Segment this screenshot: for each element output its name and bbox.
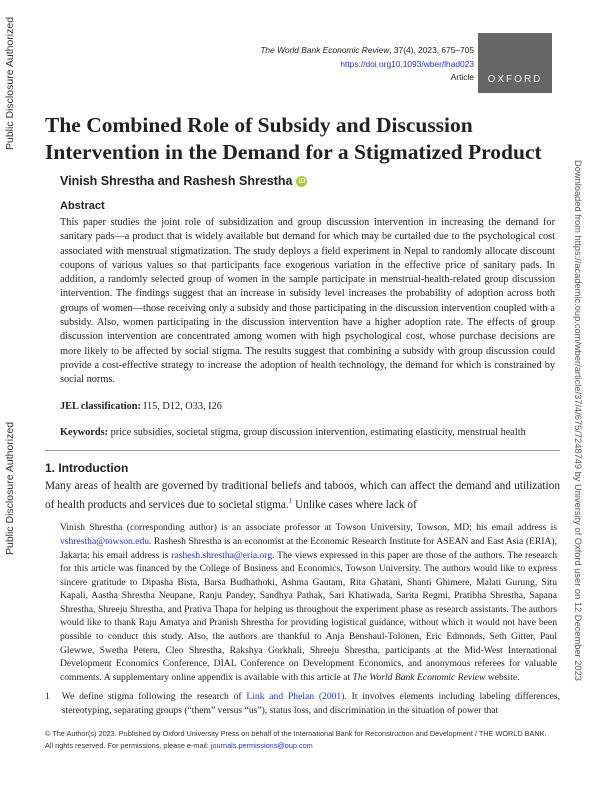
keywords-label: Keywords: [60,426,109,438]
copyright-line: © The Author(s) 2023. Published by Oxford University Press on behalf of the International Bank for Reconstruction and Development / THE WORLD BANK. [45,728,547,738]
journal-name-italic: The World Bank Economic Review [352,671,486,683]
introduction-heading: 1. Introduction [45,460,129,475]
orcid-icon[interactable]: iD [298,177,306,185]
intro-body-cont: Unlike cases where lack of [292,498,417,511]
journal-name: The World Bank Economic Review [260,45,390,55]
abstract-text: This paper studies the joint role of subsidization and group discussion intervention in increasing the demand for sanitary pads—a product that is widely available but demand for which may be curtailed due to the psychological cost associated with menstrual stigmatization. The study deploys a field experiment in Nepal to randomly allocate discount coupons of various values so that participants face exogenous variation in the effective price of sanitary pads. In addition, a randomly selected group of women in the sample participate in menstrual-health-related group discussion intervention. The findings suggest that an increase in subsidy level increases the probability of adoption across both groups of women—those receiving only a subsidy and those participating in the discussion intervention coupled with a subsidy. Also, women participating in the discussion intervention have a higher adoption rate. The effects of group discussion intervention are concentrated among women with high psychological cost, whose purchase decisions are more likely to be affected by social stigma. The results suggest that combining a subsidy with group discussion could provide a cost-effective strategy to increase the adoption of health technology, the demand for which is constrained by social norms. [60,217,555,386]
permissions-email[interactable]: journals.permissions@oup.com [210,740,313,750]
keywords-value: price subsidies, societal stigma, group discussion intervention, estimating elasticity, menstrual health [108,426,526,438]
abstract-heading: Abstract [60,200,105,212]
citation-link[interactable]: Link and Phelan (2001) [246,691,345,703]
jel-value: I15, D12, O33, I26 [140,400,222,412]
author-names: Vinish Shrestha and Rashesh Shrestha [60,174,293,188]
download-watermark: Downloaded from https://academic.oup.com/wber/article/37/4/675/7248749 by University of Oxford user on 12 December 2023 [573,160,583,681]
paper-title: The Combined Role of Subsidy and Discussion Intervention in the Demand for a Stigmatized Product [45,113,542,164]
journal-header [260,44,474,85]
note-text: website. [485,671,520,683]
email-link[interactable]: rashesh.shrestha@eria.org [171,549,273,561]
footnote-ref[interactable]: 1 [288,497,293,506]
authors [60,174,560,188]
copyright [45,728,560,752]
divider [45,450,560,451]
introduction-text [45,479,560,514]
keywords [60,426,555,440]
jel-label: JEL classification: [60,400,141,412]
footnote-text [62,690,560,717]
disclosure-watermark-bottom: Public Disclosure Authorized [4,421,16,555]
footnote-body: We define stigma following the research of [61,691,247,703]
note-text: . The views expressed in this paper are those of the authors. The research for this article was financed by the College of Business and Economics, Towson University. The authors would like to express sincere gratitude to Dipasha Bista, Barsa Budhathoki, Ashma Gautam, Rita Ghatani, Shanti Ghimere, Malati Gurung, Situ Kapali, Aastha Shrestha Neupane, Ranju Pandey, Sandhya Pathak, Sari Khatiwada, Sarita Regmi, Pratibha Shrestha, Sapana Shrestha, Shreeju Shrestha, and Prativa Thapa for helping us throughout the experiment phase as research assistants. The authors would like to thank Raju Amatya and Pranish Shrestha for providing logistical guidance, without which it would not have been possible to conduct this study. Also, the authors are thankful to Anja Benshaul-Tolonen, Eric Edmonds, Seth Gitter, Paul Glewwe, Swetha Peteru, Cleo Shrestha, Rakshya Gorkhali, Shreeju Shrestha, participants at the Mid-West International Development Economics Conference, DIAL Conference on Development Economics, and anonymous referees for valuable comments. A supplementary online appendix is available with this article at [60,549,558,683]
citation: , 37(4), 2023, 675–705 [389,45,474,55]
jel-classification [60,400,555,414]
doi-link[interactable]: https://doi.org10.1093/wber/lhad023 [340,58,474,69]
article-body [45,112,560,752]
oxford-logo: OXFORD [478,33,552,93]
intro-body: Many areas of health are governed by traditional beliefs and taboos, which can affect the demand and utilization of health products and services due to societal stigma. [45,479,560,511]
permissions-text: All rights reserved. For permissions, please e-mail: [45,740,211,750]
footnote-body: . It involves elements including labeling differences, stereotyping, separating groups (“them” versus “us”), status loss, and discrimination in the situation of power that [61,691,560,717]
author-note [60,521,557,684]
note-text: Vinish Shrestha (corresponding author) is an associate professor at Towson University, Towson, MD; his email address is [60,522,557,534]
note-text: . Rashesh Shrestha is an economist at the Economic Research Institute for ASEAN and East Asia (ERIA), Jakarta; his email address is [60,535,557,561]
disclosure-watermark-top: Public Disclosure Authorized [4,16,16,150]
footnote-number: 1 [45,691,50,703]
footnote-1 [45,690,560,717]
email-link[interactable]: vshrestha@towson.edu [60,535,150,547]
article-type: Article [450,72,474,82]
